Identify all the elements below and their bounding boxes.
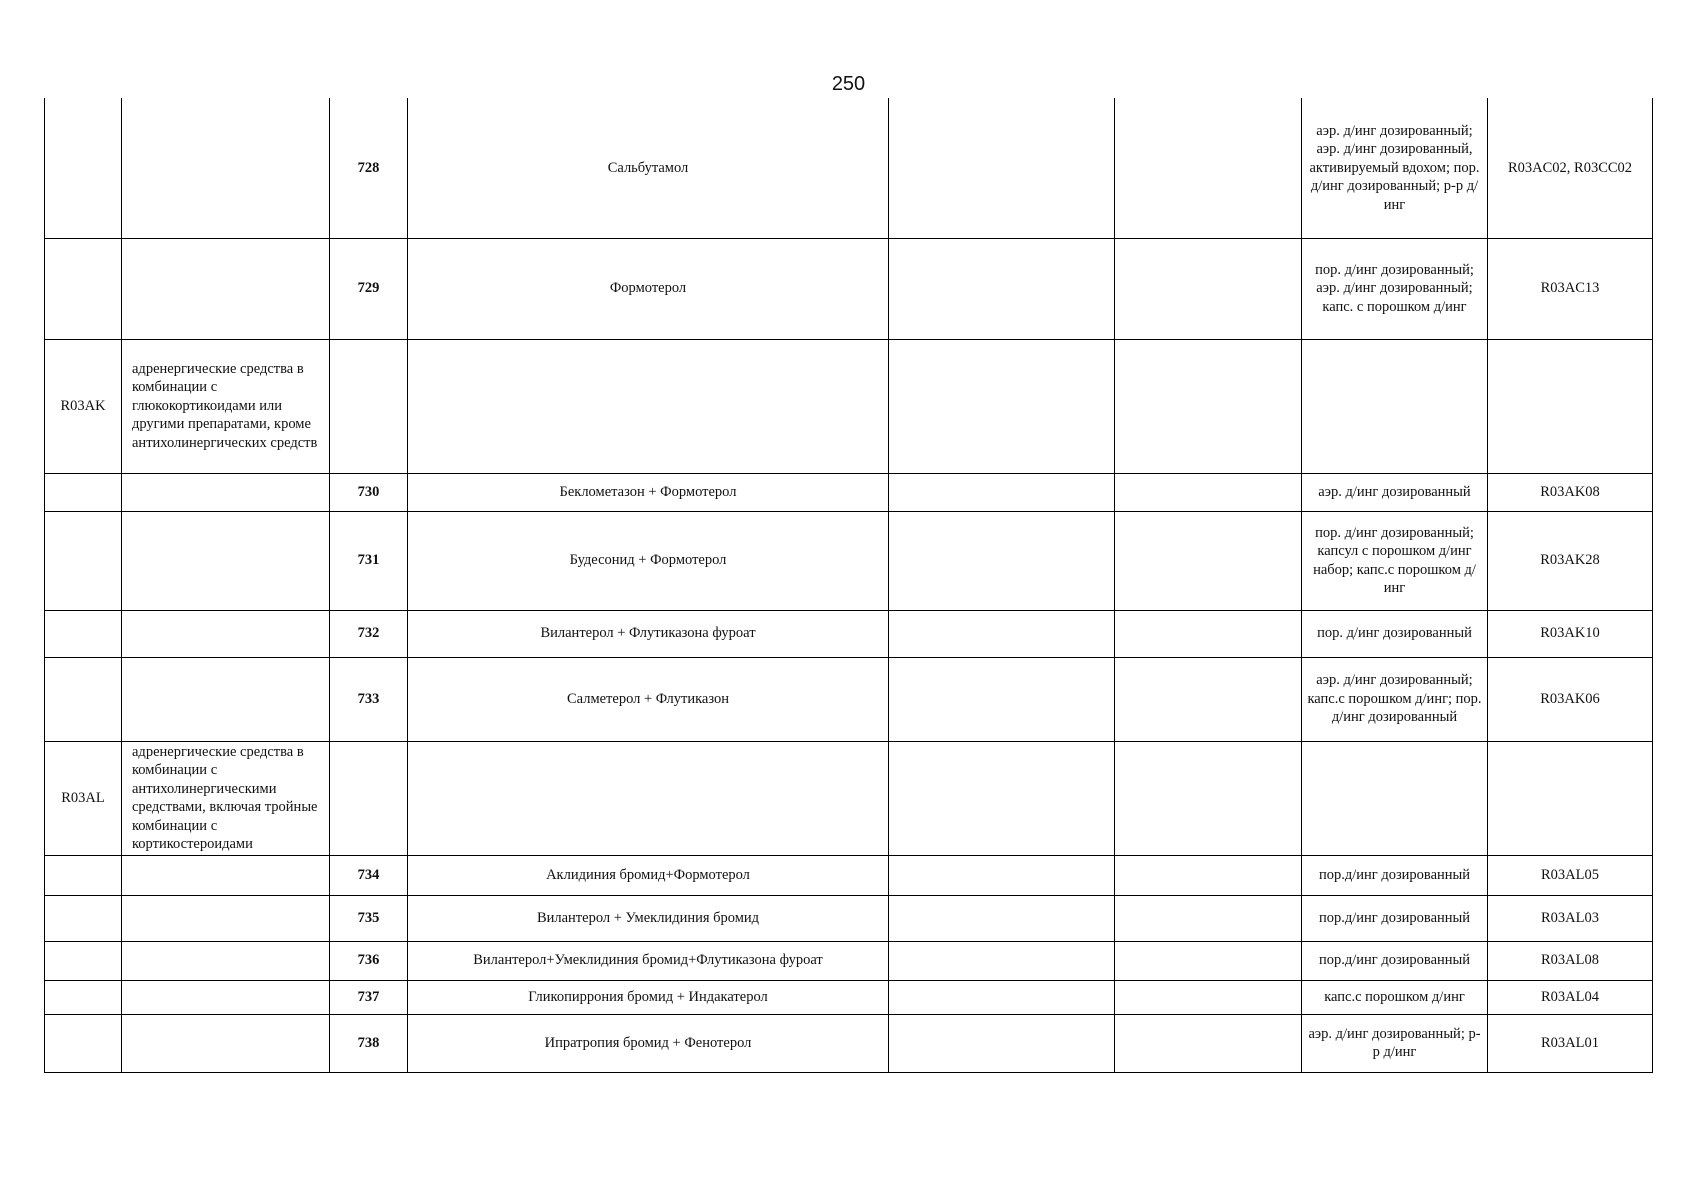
empty-cell bbox=[889, 895, 1115, 941]
empty-cell bbox=[1115, 473, 1302, 511]
dosage-form-cell: пор. д/инг дозированный; капсул с порошком д/инг набор; капс.с порошком д/инг bbox=[1302, 511, 1488, 610]
atc-group-name-cell bbox=[122, 473, 330, 511]
dosage-form-cell: аэр. д/инг дозированный; р-р д/инг bbox=[1302, 1014, 1488, 1072]
drug-table bbox=[44, 98, 1653, 1073]
atc-group-name-cell bbox=[122, 895, 330, 941]
atc-code-cell: R03AC13 bbox=[1488, 238, 1653, 339]
dosage-form-cell: аэр. д/инг дозированный; капс.с порошком д/инг; пор. д/инг дозированный bbox=[1302, 657, 1488, 741]
empty-cell bbox=[1115, 98, 1302, 238]
drug-name-cell: Вилантерол + Умеклидиния бромид bbox=[408, 895, 889, 941]
drug-name-cell bbox=[408, 741, 889, 855]
table-row bbox=[45, 941, 1653, 980]
drug-name-cell: Салметерол + Флутиказон bbox=[408, 657, 889, 741]
atc-code-cell: R03AK10 bbox=[1488, 610, 1653, 657]
empty-cell bbox=[889, 511, 1115, 610]
atc-group-name-cell bbox=[122, 980, 330, 1014]
drug-name-cell bbox=[408, 339, 889, 473]
table-row bbox=[45, 98, 1653, 238]
atc-group-code-cell bbox=[45, 473, 122, 511]
dosage-form-cell: аэр. д/инг дозированный; аэр. д/инг дозированный, активируемый вдохом; пор. д/инг дозированный; р-р д/инг bbox=[1302, 98, 1488, 238]
row-number-cell: 737 bbox=[330, 980, 408, 1014]
drug-name-cell: Вилантерол+Умеклидиния бромид+Флутиказона фуроат bbox=[408, 941, 889, 980]
table-row bbox=[45, 473, 1653, 511]
empty-cell bbox=[889, 98, 1115, 238]
atc-code-cell: R03AL08 bbox=[1488, 941, 1653, 980]
table-row bbox=[45, 741, 1653, 855]
dosage-form-cell: пор. д/инг дозированный bbox=[1302, 610, 1488, 657]
atc-code-cell: R03AK08 bbox=[1488, 473, 1653, 511]
empty-cell bbox=[1115, 980, 1302, 1014]
empty-cell bbox=[1115, 238, 1302, 339]
atc-group-code-cell bbox=[45, 1014, 122, 1072]
atc-code-cell: R03AL01 bbox=[1488, 1014, 1653, 1072]
empty-cell bbox=[889, 941, 1115, 980]
empty-cell bbox=[889, 238, 1115, 339]
atc-group-code-cell: R03AL bbox=[45, 741, 122, 855]
empty-cell bbox=[889, 980, 1115, 1014]
dosage-form-cell: пор.д/инг дозированный bbox=[1302, 855, 1488, 895]
table-row bbox=[45, 855, 1653, 895]
atc-group-name-cell bbox=[122, 511, 330, 610]
dosage-form-cell: пор.д/инг дозированный bbox=[1302, 941, 1488, 980]
atc-group-name-cell bbox=[122, 941, 330, 980]
row-number-cell bbox=[330, 741, 408, 855]
empty-cell bbox=[1115, 610, 1302, 657]
table-row bbox=[45, 895, 1653, 941]
empty-cell bbox=[1115, 1014, 1302, 1072]
atc-group-name-cell: адренергические средства в комбинации с антихолинергическими средствами, включая тройные комбинации с кортикостероидами bbox=[122, 741, 330, 855]
drug-name-cell: Сальбутамол bbox=[408, 98, 889, 238]
dosage-form-cell bbox=[1302, 741, 1488, 855]
table-row bbox=[45, 339, 1653, 473]
empty-cell bbox=[889, 339, 1115, 473]
atc-group-code-cell bbox=[45, 941, 122, 980]
atc-group-code-cell bbox=[45, 511, 122, 610]
empty-cell bbox=[889, 610, 1115, 657]
table-row bbox=[45, 657, 1653, 741]
atc-code-cell: R03AL03 bbox=[1488, 895, 1653, 941]
drug-name-cell: Аклидиния бромид+Формотерол bbox=[408, 855, 889, 895]
drug-name-cell: Будесонид + Формотерол bbox=[408, 511, 889, 610]
empty-cell bbox=[1115, 941, 1302, 980]
empty-cell bbox=[889, 741, 1115, 855]
row-number-cell: 734 bbox=[330, 855, 408, 895]
page-number: 250 bbox=[831, 73, 866, 95]
row-number-cell bbox=[330, 339, 408, 473]
table-row bbox=[45, 238, 1653, 339]
empty-cell bbox=[889, 1014, 1115, 1072]
dosage-form-cell: пор.д/инг дозированный bbox=[1302, 895, 1488, 941]
atc-group-code-cell bbox=[45, 610, 122, 657]
dosage-form-cell: пор. д/инг дозированный; аэр. д/инг дозированный; капс. с порошком д/инг bbox=[1302, 238, 1488, 339]
empty-cell bbox=[1115, 741, 1302, 855]
empty-cell bbox=[889, 473, 1115, 511]
atc-code-cell: R03AK06 bbox=[1488, 657, 1653, 741]
atc-group-code-cell bbox=[45, 238, 122, 339]
drug-name-cell: Беклометазон + Формотерол bbox=[408, 473, 889, 511]
row-number-cell: 733 bbox=[330, 657, 408, 741]
dosage-form-cell: аэр. д/инг дозированный bbox=[1302, 473, 1488, 511]
atc-group-name-cell bbox=[122, 657, 330, 741]
table-row bbox=[45, 980, 1653, 1014]
table-row bbox=[45, 610, 1653, 657]
empty-cell bbox=[889, 855, 1115, 895]
dosage-form-cell: капс.с порошком д/инг bbox=[1302, 980, 1488, 1014]
empty-cell bbox=[889, 657, 1115, 741]
atc-group-name-cell bbox=[122, 1014, 330, 1072]
drug-name-cell: Гликопиррония бромид + Индакатерол bbox=[408, 980, 889, 1014]
dosage-form-cell bbox=[1302, 339, 1488, 473]
row-number-cell: 735 bbox=[330, 895, 408, 941]
atc-code-cell: R03AK28 bbox=[1488, 511, 1653, 610]
table-row bbox=[45, 511, 1653, 610]
atc-group-code-cell bbox=[45, 98, 122, 238]
row-number-cell: 729 bbox=[330, 238, 408, 339]
atc-group-code-cell: R03AK bbox=[45, 339, 122, 473]
row-number-cell: 731 bbox=[330, 511, 408, 610]
row-number-cell: 738 bbox=[330, 1014, 408, 1072]
drug-name-cell: Ипратропия бромид + Фенотерол bbox=[408, 1014, 889, 1072]
atc-group-name-cell bbox=[122, 238, 330, 339]
empty-cell bbox=[1115, 855, 1302, 895]
table-row bbox=[45, 1014, 1653, 1072]
atc-code-cell: R03AL05 bbox=[1488, 855, 1653, 895]
atc-group-name-cell bbox=[122, 98, 330, 238]
row-number-cell: 736 bbox=[330, 941, 408, 980]
empty-cell bbox=[1115, 657, 1302, 741]
atc-group-name-cell bbox=[122, 610, 330, 657]
row-number-cell: 728 bbox=[330, 98, 408, 238]
atc-group-code-cell bbox=[45, 657, 122, 741]
drug-name-cell: Формотерол bbox=[408, 238, 889, 339]
atc-group-code-cell bbox=[45, 855, 122, 895]
atc-group-code-cell bbox=[45, 895, 122, 941]
atc-code-cell: R03AL04 bbox=[1488, 980, 1653, 1014]
table-body bbox=[45, 98, 1653, 1072]
atc-group-name-cell bbox=[122, 855, 330, 895]
empty-cell bbox=[1115, 339, 1302, 473]
row-number-cell: 730 bbox=[330, 473, 408, 511]
atc-group-name-cell: адренергические средства в комбинации с глюкокортикоидами или другими препаратами, кроме антихолинергических средств bbox=[122, 339, 330, 473]
empty-cell bbox=[1115, 511, 1302, 610]
empty-cell bbox=[1115, 895, 1302, 941]
atc-code-cell bbox=[1488, 741, 1653, 855]
atc-group-code-cell bbox=[45, 980, 122, 1014]
atc-code-cell bbox=[1488, 339, 1653, 473]
row-number-cell: 732 bbox=[330, 610, 408, 657]
atc-code-cell: R03AC02, R03CC02 bbox=[1488, 98, 1653, 238]
drug-name-cell: Вилантерол + Флутиказона фуроат bbox=[408, 610, 889, 657]
